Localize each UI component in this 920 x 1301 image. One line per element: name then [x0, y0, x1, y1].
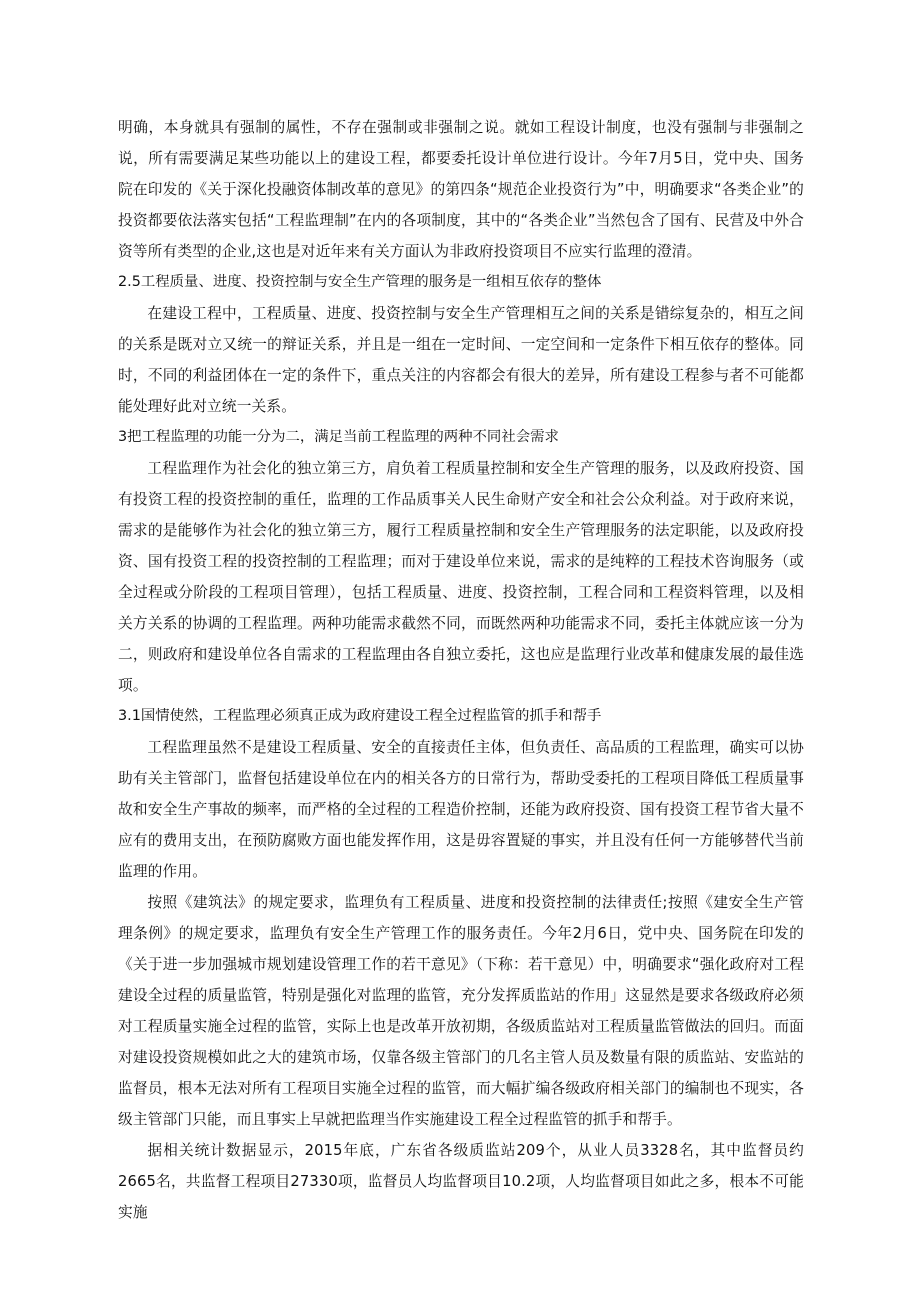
- paragraph: 据相关统计数据显示，2015年底，广东省各级质监站209个，从业人员3328名，其中监督员约2665名，共监督工程项目27330项，监督员人均监督项目10.2项，人均监督项目如此之多，根本不可能实施: [118, 1142, 804, 1221]
- section-heading-3: 3把工程监理的功能一分为二，满足当前工程监理的两种不同社会需求: [118, 429, 559, 445]
- section-heading-3-1: 3.1国情使然，工程监理必须真正成为政府建设工程全过程监管的抓手和帮手: [118, 708, 602, 724]
- paragraph: 按照《建筑法》的规定要求，监理负有工程质量、进度和投资控制的法律责任;按照《建安全生产管理条例》的规定要求，监理负有安全生产管理工作的服务责任。今年2月6日，党中央、国务院在印发的《关于进一步加强城市规划建设管理工作的若干意见》（下称：若干意见）中，明确要求“强化政府对工程建设全过程的质量监管，特别是强化对监理的监管，充分发挥质监站的作用」这显然是要求各级政府必须对工程质量实施全过程的监管，实际上也是改革开放初期，各级质监站对工程质量监管做法的回归。而面对建设投资规模如此之大的建筑市场，仅靠各级主管部门的几名主管人员及数量有限的质监站、安监站的监督员，根本无法对所有工程项目实施全过程的监管，而大幅扩编各级政府相关部门的编制也不现实，各级主管部门只能，而且事实上早就把监理当作实施建设工程全过程监管的抓手和帮手。: [118, 894, 804, 1128]
- paragraph: 在建设工程中，工程质量、进度、投资控制与安全生产管理相互之间的关系是错综复杂的，相互之间的关系是既对立又统一的辩证关系，并且是一组在一定时间、一定空间和一定条件下相互依存的整体。同时，不同的利益团体在一定的条件下，重点关注的内容都会有很大的差异，所有建设工程参与者不可能都能处理好此对立统一关系。: [118, 305, 804, 415]
- paragraph: 工程监理作为社会化的独立第三方，肩负着工程质量控制和安全生产管理的服务，以及政府投资、国有投资工程的投资控制的重任，监理的工作品质事关人民生命财产安全和社会公众利益。对于政府来说，需求的是能够作为社会化的独立第三方，履行工程质量控制和安全生产管理服务的法定职能，以及政府投资、国有投资工程的投资控制的工程监理；而对于建设单位来说，需求的是纯粹的工程技术咨询服务（或全过程或分阶段的工程项目管理），包括工程质量、进度、投资控制，工程合同和工程资料管理，以及相关方关系的协调的工程监理。两种功能需求截然不同，而既然两种功能需求不同，委托主体就应该一分为二，则政府和建设单位各自需求的工程监理由各自独立委托，这也应是监理行业改革和健康发展的最佳选项。: [118, 460, 804, 694]
- paragraph: 工程监理虽然不是建设工程质量、安全的直接责任主体，但负责任、高品质的工程监理，确实可以协助有关主管部门，监督包括建设单位在内的相关各方的日常行为，帮助受委托的工程项目降低工程质量事故和安全生产事故的频率，而严格的全过程的工程造价控制，还能为政府投资、国有投资工程节省大量不应有的费用支出，在预防腐败方面也能发挥作用，这是毋容置疑的事实，并且没有任何一方能够替代当前监理的作用。: [118, 739, 804, 880]
- paragraph-continued: 明确，本身就具有强制的属性，不存在强制或非强制之说。就如工程设计制度，也没有强制与非强制之说，所有需要满足某些功能以上的建设工程，都要委托设计单位进行设计。今年7月5日，党中央、国务院在印发的《关于深化投融资体制改革的意见》的第四条“规范企业投资行为”中，明确要求“各类企业”的投资都要依法落实包括“工程监理制”在内的各项制度，其中的“各类企业”当然包含了国有、民营及中外合资等所有类型的企业,这也是对近年来有关方面认为非政府投资项目不应实行监理的澄清。: [118, 119, 804, 260]
- document-body: [118, 112, 804, 1228]
- section-heading-2-5: 2.5工程质量、进度、投资控制与安全生产管理的服务是一组相互依存的整体: [118, 274, 602, 290]
